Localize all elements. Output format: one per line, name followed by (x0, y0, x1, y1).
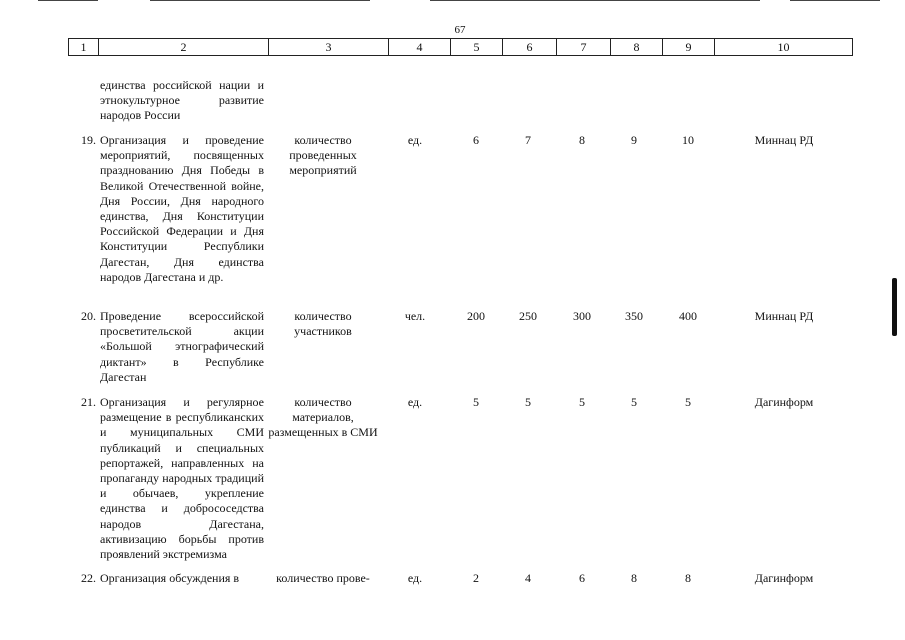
header-cell-9: 9 (663, 39, 715, 56)
row-responsible: Дагинформ (754, 571, 814, 585)
row-unit: ед. (407, 395, 423, 409)
row-value: 6 (473, 133, 479, 147)
row-value: 200 (467, 309, 485, 323)
header-cell-10: 10 (715, 39, 853, 56)
row-description: Проведение всероссийской просветительской акции «Большой этнографический диктант» в Республике Дагестан (100, 309, 264, 384)
header-cell-4: 4 (389, 39, 451, 56)
header-cell-2: 2 (99, 39, 269, 56)
header-cell-1: 1 (69, 39, 99, 56)
scan-edge-line (430, 0, 760, 1)
header-cell-6: 6 (503, 39, 557, 56)
row-value: 300 (573, 309, 591, 323)
row-value: 9 (631, 133, 637, 147)
row-unit: чел. (404, 309, 426, 323)
row-value: 5 (473, 395, 479, 409)
row-unit: ед. (407, 133, 423, 147)
header-cell-3: 3 (269, 39, 389, 56)
row-description: Организация и проведение мероприятий, посвященных празднованию Дня Победы в Великой Отечественной войне, Дня России, Дня народного единства, Дня Конституции Российской Федерации и Дня Конституции Республики Дагестан, Дня единства народов Дагестана и др. (100, 133, 264, 284)
row-responsible: Миннац РД (754, 309, 814, 323)
row-value: 5 (579, 395, 585, 409)
header-cell-8: 8 (611, 39, 663, 56)
row-indicator: количество участников (294, 309, 352, 339)
row-value: 8 (631, 571, 637, 585)
header-cell-5: 5 (451, 39, 503, 56)
page-number: 67 (454, 24, 466, 36)
row-value: 350 (625, 309, 643, 323)
row-value: 4 (525, 571, 531, 585)
row-value: 6 (579, 571, 585, 585)
row-number: 21. (81, 395, 96, 409)
row-indicator: количество проведенных мероприятий (289, 133, 357, 178)
row-description: Организация обсуждения в (100, 571, 240, 585)
row-value: 8 (579, 133, 585, 147)
row-value: 5 (525, 395, 531, 409)
scan-edge-line (150, 0, 370, 1)
row-number: 20. (81, 309, 96, 323)
row-value: 5 (685, 395, 691, 409)
row-value: 7 (525, 133, 531, 147)
row-responsible: Миннац РД (754, 133, 814, 147)
row-number: 22. (81, 571, 96, 585)
scan-edge-line (790, 0, 880, 1)
row-responsible: Дагинформ (754, 395, 814, 409)
header-cell-7: 7 (557, 39, 611, 56)
row-value: 400 (679, 309, 697, 323)
row-description: единства российской нации и этнокультурное развитие народов России (100, 78, 264, 123)
row-number: 19. (81, 133, 96, 147)
row-value: 10 (682, 133, 694, 147)
row-value: 2 (473, 571, 479, 585)
scan-edge-line (38, 0, 98, 1)
row-value: 8 (685, 571, 691, 585)
row-value: 250 (519, 309, 537, 323)
row-value: 5 (631, 395, 637, 409)
row-indicator: количество прове- (276, 571, 370, 585)
row-indicator: количество материалов, размещенных в СМИ (268, 395, 378, 440)
column-number-header (68, 38, 853, 56)
scan-edge-mark (892, 278, 897, 336)
row-description: Организация и регулярное размещение в республиканских и муниципальных СМИ публикаций и специальных репортажей, направленных на пропаганду народных традиций и обычаев, укрепление единства и добрососедства народов Дагестана, активизацию борьбы против проявлений экстремизма (100, 395, 264, 562)
row-unit: ед. (407, 571, 423, 585)
